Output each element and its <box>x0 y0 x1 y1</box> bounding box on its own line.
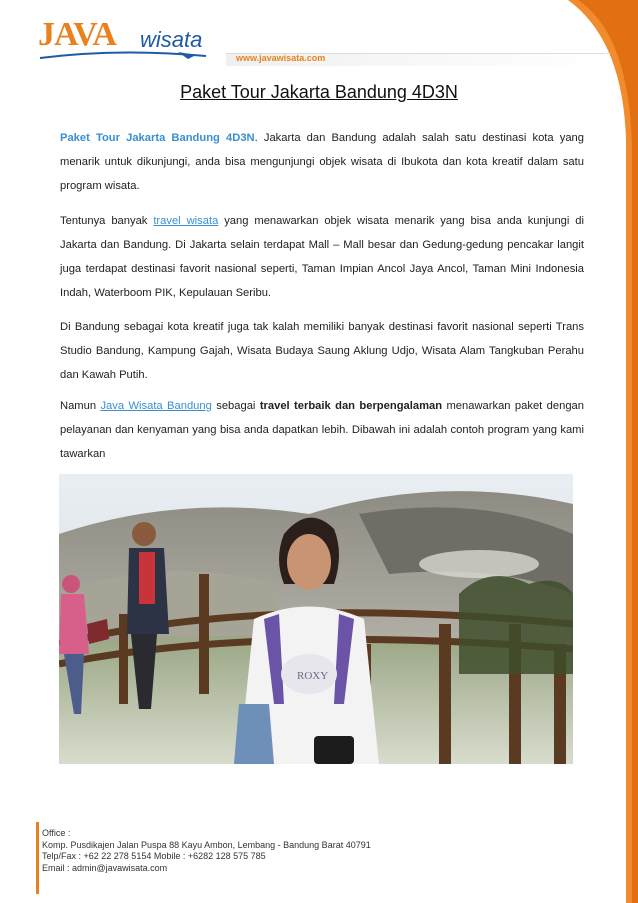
airplane-swoosh-icon <box>38 50 208 62</box>
logo-java-text: JAVA <box>38 16 116 53</box>
intro-highlight: Paket Tour Jakarta Bandung 4D3N <box>60 132 255 144</box>
shirt-print-text: ROXY <box>297 670 329 682</box>
offer-text-a: Namun <box>60 400 101 412</box>
offer-text-b: sebagai <box>211 400 260 412</box>
bandung-text: Di Bandung sebagai kota kreatif juga tak kalah memiliki banyak destinasi favorit nasional seperti Trans Studio Bandung, Kampung Gajah, Wisata Budaya Saung Aklung Udjo, Wisata Alam Tangkuban Perahu dan Kawah Putih. <box>60 321 584 381</box>
crater-photo-illustration <box>59 474 573 764</box>
page-title: Paket Tour Jakarta Bandung 4D3N <box>180 82 458 102</box>
footer-office-label: Office : <box>42 828 71 838</box>
website-url: www.javawisata.com <box>236 53 326 63</box>
offer-text-c: menawarkan paket dengan pelayanan dan kenyaman yang bisa anda dapatkan lebih. Dibawah ini adalah contoh program yang kami tawarkan <box>60 400 584 460</box>
java-wisata-bandung-link[interactable]: Java Wisata Bandung <box>100 400 212 412</box>
paragraph-jakarta <box>60 209 584 305</box>
paragraph-offer <box>60 394 584 466</box>
jakarta-text-a: Tentunya banyak <box>60 215 154 227</box>
travel-wisata-link[interactable]: travel wisata <box>153 215 219 227</box>
footer-accent-bar <box>36 822 39 894</box>
footer-contact <box>42 828 442 874</box>
footer-email: Email : admin@javawisata.com <box>42 862 168 873</box>
logo-wisata-text: wisata <box>140 27 203 52</box>
jakarta-text-b: yang menawarkan objek wisata menarik yang bisa anda kunjungi di Jakarta dan Bandung. Di Jakarta selain terdapat Mall – Mall besar dan Gedung-gedung pencakar langit juga terdapat destinasi favorit nasional seperti, Taman Impian Ancol Jaya Ancol, Taman Mini Indonesia Indah, Waterboom PIK, Kepulauan Seribu. <box>60 215 584 299</box>
intro-text: . Jakarta dan Bandung adalah salah satu destinasi kota yang menarik untuk dikunjungi, anda bisa mengunjungi objek wisata di Ibukota dan kota kreatif dalam satu program wisata. <box>60 132 584 192</box>
brand-logo <box>38 14 218 64</box>
footer-address: Komp. Pusdikajen Jalan Puspa 88 Kayu Ambon, Lembang - Bandung Barat 40791 <box>42 839 371 850</box>
paragraph-intro <box>60 126 584 198</box>
paragraph-bandung <box>60 315 584 387</box>
offer-bold-text: travel terbaik dan berpengalaman <box>259 400 443 412</box>
footer-phone: Telp/Fax : +62 22 278 5154 Mobile : +6282 128 575 785 <box>42 851 266 861</box>
tour-photo <box>59 474 573 764</box>
